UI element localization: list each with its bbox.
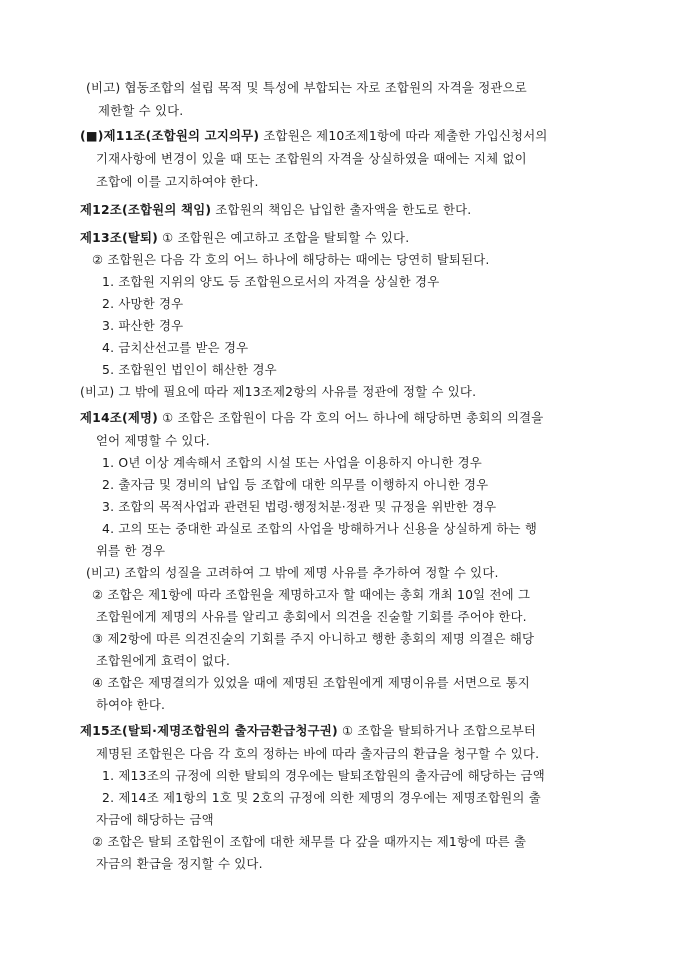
- list-item: 3. 파산한 경우: [102, 318, 184, 333]
- body-line: 자금의 환급을 정지할 수 있다.: [96, 856, 263, 871]
- note-line: (비고) 협동조합의 설립 목적 및 특성에 부합되는 자로 조합원의 자격을 정관으로: [86, 80, 527, 95]
- paragraph-line: ② 조합은 제1항에 따라 조합원을 제명하고자 할 때에는 총회 개최 10일 전에 그: [92, 587, 531, 602]
- article-title: (■)제11조(조합원의 고지의무): [80, 128, 260, 143]
- body-line: 조합원에게 효력이 없다.: [96, 653, 231, 668]
- list-item: 1. 조합원 지위의 양도 등 조합원으로서의 자격을 상실한 경우: [102, 274, 440, 289]
- note-line: (비고) 조합의 성질을 고려하여 그 밖에 제명 사유를 추가하여 정할 수 있다.: [86, 565, 499, 580]
- article-title: 제12조(조합원의 책임): [80, 202, 212, 217]
- list-item: 1. O년 이상 계속해서 조합의 시설 또는 사업을 이용하지 아니한 경우: [102, 455, 482, 470]
- article-15-heading-line: 제15조(탈퇴·제명조합원의 출자금환급청구권) ① 조합을 탈퇴하거나 조합으로부터: [80, 723, 537, 738]
- body-line: 하여야 한다.: [96, 697, 166, 712]
- list-item: 1. 제13조의 규정에 의한 탈퇴의 경우에는 탈퇴조합원의 출자금에 해당하는 금액: [102, 768, 545, 783]
- body-line: 제명된 조합원은 다음 각 호의 정하는 바에 따라 출자금의 환급을 청구할 수 있다.: [96, 746, 540, 761]
- body-line: 얻어 제명할 수 있다.: [96, 433, 210, 448]
- body-line: 기재사항에 변경이 있을 때 또는 조합원의 자격을 상실하였을 때에는 지체 없이: [96, 151, 527, 166]
- article-13-heading-line: 제13조(탈퇴) ① 조합원은 예고하고 조합을 탈퇴할 수 있다.: [80, 230, 410, 245]
- list-item: 4. 금치산선고를 받은 경우: [102, 340, 249, 355]
- list-item: 3. 조합의 목적사업과 관련된 법령·행정처분·정관 및 규정을 위반한 경우: [102, 499, 497, 514]
- list-item: 5. 조합원인 법인이 해산한 경우: [102, 362, 277, 377]
- note-line: 제한할 수 있다.: [98, 103, 184, 118]
- note-line: (비고) 그 밖에 필요에 따라 제13조제2항의 사유를 정관에 정할 수 있다.: [80, 384, 477, 399]
- list-item: 4. 고의 또는 중대한 과실로 조합의 사업을 방해하거나 신용을 상실하게 하는 행: [102, 521, 537, 536]
- article-12-heading-line: 제12조(조합원의 책임) 조합원의 책임은 납입한 출자액을 한도로 한다.: [80, 202, 472, 217]
- paragraph-line: ② 조합원은 다음 각 호의 어느 하나에 해당하는 때에는 당연히 탈퇴된다.: [92, 252, 490, 267]
- article-14-heading-line: 제14조(제명) ① 조합은 조합원이 다음 각 호의 어느 하나에 해당하면 총회의 의결을: [80, 410, 544, 425]
- article-title: 제15조(탈퇴·제명조합원의 출자금환급청구권): [80, 723, 338, 738]
- list-item: 2. 출자금 및 경비의 납입 등 조합에 대한 의무를 이행하지 아니한 경우: [102, 477, 489, 492]
- article-title: 제14조(제명): [80, 410, 159, 425]
- list-item-continued: 자금에 해당하는 금액: [96, 812, 214, 827]
- list-item-continued: 위를 한 경우: [96, 543, 166, 558]
- paragraph-line: ② 조합은 탈퇴 조합원이 조합에 대한 채무를 다 갚을 때까지는 제1항에 따른 출: [92, 834, 527, 849]
- body-line: 조합원에게 제명의 사유를 알리고 총회에서 의견을 진술할 기회를 주어야 한다.: [96, 609, 527, 624]
- article-11-heading-line: (■)제11조(조합원의 고지의무) 조합원은 제10조제1항에 따라 제출한 가입신청서의: [80, 128, 548, 143]
- article-title: 제13조(탈퇴): [80, 230, 159, 245]
- paragraph-line: ③ 제2항에 따른 의견진술의 기회를 주지 아니하고 행한 총회의 제명 의결은 해당: [92, 631, 535, 646]
- body-line: 조합에 이를 고지하여야 한다.: [96, 174, 259, 189]
- paragraph-line: ④ 조합은 제명결의가 있었을 때에 제명된 조합원에게 제명이유를 서면으로 통지: [92, 675, 530, 690]
- list-item: 2. 사망한 경우: [102, 296, 184, 311]
- list-item: 2. 제14조 제1항의 1호 및 2호의 규정에 의한 제명의 경우에는 제명조합원의 출: [102, 790, 541, 805]
